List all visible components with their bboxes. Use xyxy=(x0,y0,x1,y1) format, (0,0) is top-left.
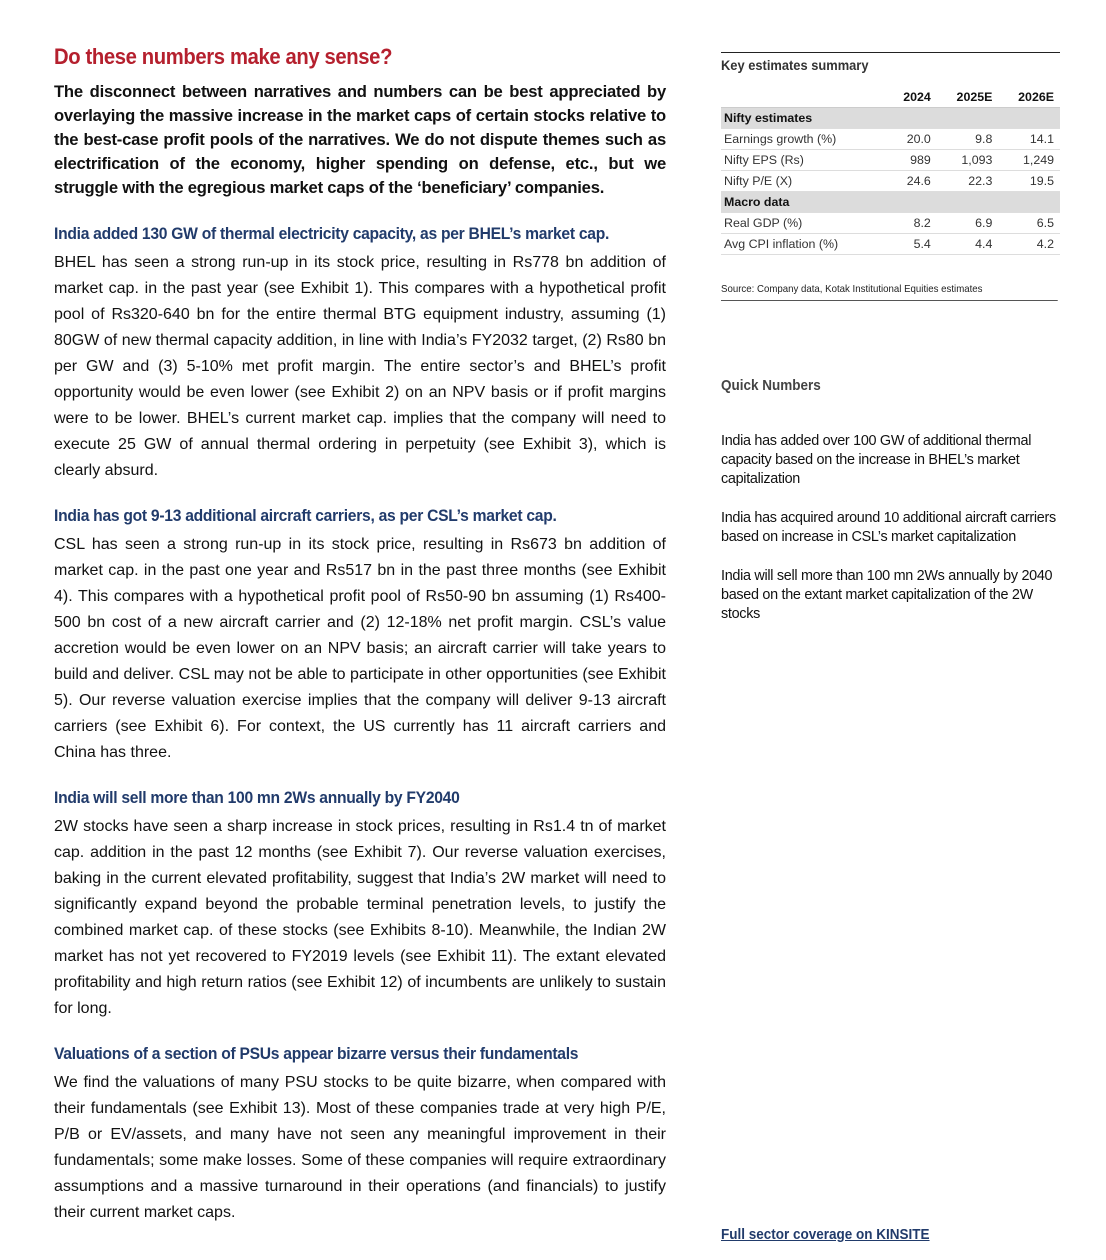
source-note: Source: Company data, Kotak Institutional Equities estimates xyxy=(721,283,1058,301)
table-row xyxy=(721,234,1060,255)
divider xyxy=(721,52,1060,53)
section-body-psu: We find the valuations of many PSU stocks to be quite bizarre, when compared with their fundamentals (see Exhibit 13). Most of these companies trade at very high P/E, P/B or EV/assets, and many have not seen any meaningful improvement in their fundamentals; some make losses. Some of these companies will require extraordinary assumptions and a massive turnaround in their operations (and financials) to justify their current market caps. xyxy=(54,1074,666,1221)
column-header: 2025E xyxy=(937,87,999,108)
cell: 989 xyxy=(886,150,936,171)
cell: 24.6 xyxy=(886,171,936,192)
section-heading-2w: India will sell more than 100 mn 2Ws annually by FY2040 xyxy=(54,788,460,807)
sidebar xyxy=(721,44,1060,644)
row-label: Nifty P/E (X) xyxy=(721,171,886,192)
table-header-row xyxy=(721,87,1060,108)
cell: 9.8 xyxy=(937,129,999,150)
section-heading-csl: India has got 9-13 additional aircraft carriers, as per CSL’s market cap. xyxy=(54,506,557,525)
row-label: Real GDP (%) xyxy=(721,213,886,234)
cell: 20.0 xyxy=(886,129,936,150)
key-estimates-title: Key estimates summary xyxy=(721,57,869,73)
table-row xyxy=(721,171,1060,192)
main-column xyxy=(54,44,666,1248)
table-group-row xyxy=(721,192,1060,213)
cell: 6.9 xyxy=(937,213,999,234)
row-label: Nifty EPS (Rs) xyxy=(721,150,886,171)
cell: 22.3 xyxy=(937,171,999,192)
cell: 5.4 xyxy=(886,234,936,255)
cell: 4.4 xyxy=(937,234,999,255)
quick-number-item: India has added over 100 GW of additional thermal capacity based on the increase in BHEL’s market capitalization xyxy=(721,433,1032,487)
cell: 4.2 xyxy=(998,234,1060,255)
kinsite-coverage-link[interactable]: Full sector coverage on KINSITE xyxy=(721,1226,930,1243)
column-header: 2024 xyxy=(886,87,936,108)
group-label: Macro data xyxy=(721,192,1060,213)
group-label: Nifty estimates xyxy=(721,108,1060,129)
lead-paragraph: The disconnect between narratives and numbers can be best appreciated by overlaying the massive increase in the market caps of certain stocks relative to the best-case profit pools of the narratives. We do not dispute themes such as electrification of the economy, higher spending on defense, etc., but we struggle with the egregious market caps of the ‘beneficiary’ companies. xyxy=(54,82,666,197)
table-group-row xyxy=(721,108,1060,129)
table-row xyxy=(721,129,1060,150)
cell: 8.2 xyxy=(886,213,936,234)
cell: 1,249 xyxy=(998,150,1060,171)
section-heading-psu: Valuations of a section of PSUs appear bizarre versus their fundamentals xyxy=(54,1044,579,1063)
quick-numbers-title: Quick Numbers xyxy=(721,377,821,394)
section-body-2w: 2W stocks have seen a sharp increase in stock prices, resulting in Rs1.4 tn of market cap. addition in the past 12 months (see Exhibit 7). Our reverse valuation exercises, baking in the current elevated profitability, suggest that India’s 2W market will need to significantly expand beyond the probable terminal penetration levels, to justify the combined market cap. of these stocks (see Exhibits 8-10). Meanwhile, the Indian 2W market has not yet recovered to FY2019 levels (see Exhibit 11). The extant elevated profitability and high return ratios (see Exhibit 12) of incumbents are unlikely to sustain for long. xyxy=(54,818,666,1017)
column-header xyxy=(721,87,886,108)
key-estimates-table xyxy=(721,87,1060,255)
cell: 1,093 xyxy=(937,150,999,171)
cell: 14.1 xyxy=(998,129,1060,150)
section-heading-bhel: India added 130 GW of thermal electricity capacity, as per BHEL’s market cap. xyxy=(54,224,610,243)
column-header: 2026E xyxy=(998,87,1060,108)
section-body-bhel: BHEL has seen a strong run-up in its stock price, resulting in Rs778 bn addition of market cap. in the past year (see Exhibit 1). This compares with a hypothetical profit pool of Rs320-640 bn for the entire thermal BTG equipment industry, assuming (1) 80GW of new thermal capacity addition, in line with India’s FY2032 target, (2) Rs80 bn per GW and (3) 5-10% met profit margin. The entire sector’s and BHEL’s profit opportunity would be even lower (see Exhibit 2) on an NPV basis or if profit margins were to be lower. BHEL’s current market cap. implies that the company will need to execute 25 GW of annual thermal ordering in perpetuity (see Exhibit 3), which is clearly absurd. xyxy=(54,254,666,479)
quick-number-item: India has acquired around 10 additional aircraft carriers based on increase in CSL’s market capitalization xyxy=(721,510,1056,545)
cell: 19.5 xyxy=(998,171,1060,192)
page-title: Do these numbers make any sense? xyxy=(54,44,393,69)
table-row xyxy=(721,213,1060,234)
row-label: Avg CPI inflation (%) xyxy=(721,234,886,255)
table-row xyxy=(721,150,1060,171)
section-body-csl: CSL has seen a strong run-up in its stock price, resulting in Rs673 bn addition of market cap. in the past one year and Rs517 bn in the past three months (see Exhibit 4). This compares with a hypothetical profit pool of Rs50-90 bn assuming (1) Rs400-500 bn cost of a new aircraft carrier and (2) 12-18% net profit margin. CSL’s value accretion would be even lower on an NPV basis; an aircraft carrier will take years to build and deliver. CSL may not be able to participate in other opportunities (see Exhibit 5). Our reverse valuation exercise implies that the company will deliver 9-13 aircraft carriers (see Exhibit 6). For context, the US currently has 11 aircraft carriers and China has three. xyxy=(54,536,666,761)
quick-number-item: India will sell more than 100 mn 2Ws annually by 2040 based on the extant market capitalization of the 2W stocks xyxy=(721,568,1053,622)
cell: 6.5 xyxy=(998,213,1060,234)
row-label: Earnings growth (%) xyxy=(721,129,886,150)
